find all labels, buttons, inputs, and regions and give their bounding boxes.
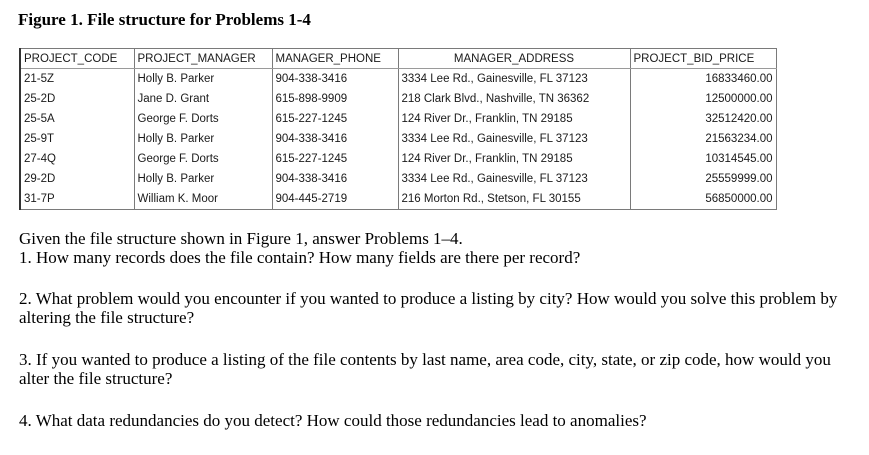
cell-project-bid-price: 32512420.00 [630, 109, 776, 129]
data-table [19, 48, 777, 210]
cell-manager-phone: 904-445-2719 [272, 189, 398, 210]
column-header-project-bid-price: PROJECT_BID_PRICE [630, 49, 776, 69]
cell-project-bid-price: 10314545.00 [630, 149, 776, 169]
table-row [20, 69, 776, 90]
cell-manager-address: 3334 Lee Rd., Gainesville, FL 37123 [398, 69, 630, 90]
column-header-project-code: PROJECT_CODE [20, 49, 134, 69]
cell-project-bid-price: 12500000.00 [630, 89, 776, 109]
table-header-row [20, 49, 776, 69]
intro-paragraph: Given the file structure shown in Figure 1, answer Problems 1–4. [19, 229, 463, 248]
problem-2: 2. What problem would you encounter if you wanted to produce a listing by city? How would you solve this problem by altering the file structure? [19, 289, 838, 327]
cell-project-code: 25-5A [20, 109, 134, 129]
problem-3: 3. If you wanted to produce a listing of the file contents by last name, area code, city, state, or zip code, how would you alter the file structure? [19, 350, 831, 388]
cell-manager-phone: 615-227-1245 [272, 149, 398, 169]
cell-manager-address: 216 Morton Rd., Stetson, FL 30155 [398, 189, 630, 210]
cell-project-manager: Holly B. Parker [134, 169, 272, 189]
cell-project-manager: William K. Moor [134, 189, 272, 210]
table-row [20, 109, 776, 129]
column-header-manager-address: MANAGER_ADDRESS [398, 49, 630, 69]
cell-project-code: 21-5Z [20, 69, 134, 90]
cell-project-bid-price: 21563234.00 [630, 129, 776, 149]
cell-manager-address: 3334 Lee Rd., Gainesville, FL 37123 [398, 169, 630, 189]
table-row [20, 189, 776, 210]
table-row [20, 89, 776, 109]
column-header-project-manager: PROJECT_MANAGER [134, 49, 272, 69]
cell-manager-address: 124 River Dr., Franklin, TN 29185 [398, 149, 630, 169]
problem-1: 1. How many records does the file contain? How many fields are there per record? [19, 248, 581, 267]
cell-manager-phone: 615-227-1245 [272, 109, 398, 129]
cell-project-manager: Holly B. Parker [134, 129, 272, 149]
table-row [20, 149, 776, 169]
cell-project-code: 31-7P [20, 189, 134, 210]
cell-manager-address: 3334 Lee Rd., Gainesville, FL 37123 [398, 129, 630, 149]
table-row [20, 169, 776, 189]
cell-project-manager: Holly B. Parker [134, 69, 272, 90]
file-structure-table [19, 48, 775, 210]
cell-project-code: 29-2D [20, 169, 134, 189]
cell-project-bid-price: 56850000.00 [630, 189, 776, 210]
cell-manager-address: 124 River Dr., Franklin, TN 29185 [398, 109, 630, 129]
cell-manager-phone: 904-338-3416 [272, 129, 398, 149]
cell-manager-phone: 904-338-3416 [272, 69, 398, 90]
problem-4: 4. What data redundancies do you detect? How could those redundancies lead to anomalies? [19, 411, 647, 430]
cell-manager-phone: 615-898-9909 [272, 89, 398, 109]
cell-project-bid-price: 25559999.00 [630, 169, 776, 189]
figure-title: Figure 1. File structure for Problems 1-4 [18, 10, 311, 29]
cell-manager-phone: 904-338-3416 [272, 169, 398, 189]
cell-project-bid-price: 16833460.00 [630, 69, 776, 90]
cell-project-code: 27-4Q [20, 149, 134, 169]
column-header-manager-phone: MANAGER_PHONE [272, 49, 398, 69]
cell-project-manager: George F. Dorts [134, 149, 272, 169]
cell-project-code: 25-2D [20, 89, 134, 109]
cell-project-manager: Jane D. Grant [134, 89, 272, 109]
table-row [20, 129, 776, 149]
cell-manager-address: 218 Clark Blvd., Nashville, TN 36362 [398, 89, 630, 109]
cell-project-manager: George F. Dorts [134, 109, 272, 129]
cell-project-code: 25-9T [20, 129, 134, 149]
